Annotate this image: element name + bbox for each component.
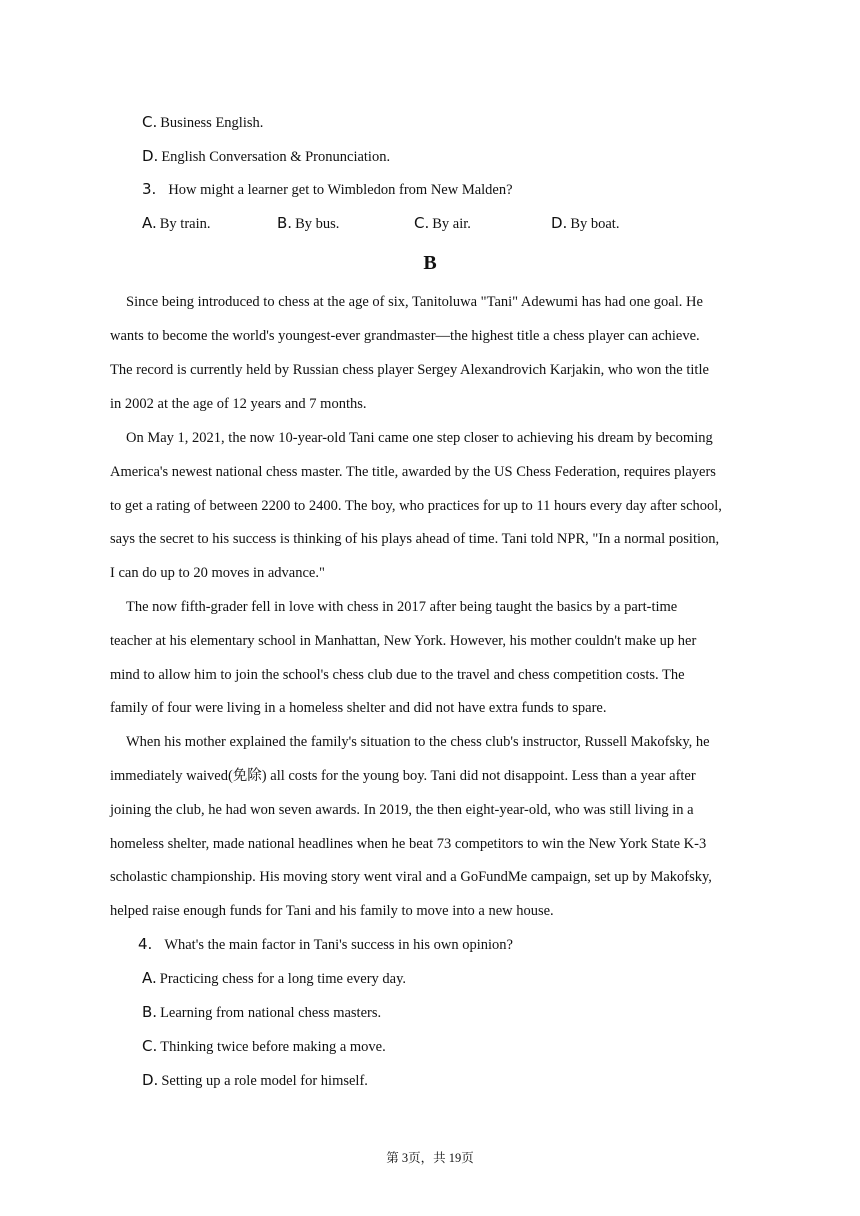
option-d [142,147,390,166]
q4-option-d [142,1071,368,1090]
passage-line: homeless shelter, made national headlines when he beat 73 competitors to win the New York State K-3 [110,836,707,852]
q4-option-c [142,1037,386,1056]
option-text: By bus. [295,216,340,232]
option-letter: D. [142,1071,159,1089]
option-text: Setting up a role model for himself. [161,1073,368,1089]
option-text: By air. [432,216,471,232]
passage-line: in 2002 at the age of 12 years and 7 months. [110,396,367,412]
passage-line: teacher at his elementary school in Manhattan, New York. However, his mother couldn't make up her [110,633,697,649]
section-heading: B [423,252,437,274]
option-letter: B. [277,214,293,232]
q4-option-b [142,1003,381,1022]
passage-line: helped raise enough funds for Tani and his family to move into a new house. [110,903,554,919]
passage-line: wants to become the world's youngest-ever grandmaster—the highest title a chess player can achieve. [110,328,700,344]
question-3 [142,180,513,199]
option-letter: A. [142,969,157,987]
question-text: What's the main factor in Tani's success in his own opinion? [164,937,513,953]
option-text: Practicing chess for a long time every day. [159,971,407,987]
option-text: Learning from national chess masters. [160,1005,382,1021]
q4-option-a [142,969,406,988]
option-text: By train. [159,216,211,232]
option-letter: A. [142,214,157,232]
option-letter: C. [142,1037,158,1055]
option-text: Thinking twice before making a move. [160,1039,386,1055]
question-4 [138,935,513,954]
option-letter: D. [551,214,568,232]
passage-line: says the secret to his success is thinking of his plays ahead of time. Tani told NPR, "In a normal position, [110,531,720,547]
passage-line: On May 1, 2021, the now 10-year-old Tani came one step closer to achieving his dream by becoming [126,430,713,446]
question-number: 3. [142,180,157,198]
option-text: English Conversation & Pronunciation. [161,149,391,165]
passage-line: joining the club, he had won seven awards. In 2019, the then eight-year-old, who was still living in a [110,802,694,818]
question-number: 4. [138,935,153,953]
page-footer: 第 3页，共 19页 [386,1151,474,1165]
passage-line: America's newest national chess master. The title, awarded by the US Chess Federation, requires players [110,464,716,480]
passage-line: immediately waived(免除) all costs for the young boy. Tani did not disappoint. Less than a year after [110,768,696,784]
option-letter: D. [142,147,159,165]
passage-line: family of four were living in a homeless shelter and did not have extra funds to spare. [110,700,607,716]
q3-option-d [551,214,619,233]
question-text: How might a learner get to Wimbledon from New Malden? [168,182,513,198]
passage-line: The record is currently held by Russian chess player Sergey Alexandrovich Karjakin, who won the title [110,362,709,378]
option-letter: C. [142,113,158,131]
q3-option-c [414,214,471,233]
passage-line: mind to allow him to join the school's chess club due to the travel and chess competition costs. The [110,667,685,683]
option-letter: C. [414,214,430,232]
passage-line: scholastic championship. His moving story went viral and a GoFundMe campaign, set up by Makofsky, [110,869,712,885]
passage-line: to get a rating of between 2200 to 2400. The boy, who practices for up to 11 hours every day after school, [110,498,722,514]
option-text: By boat. [570,216,620,232]
q3-option-a [142,214,211,233]
passage-line: Since being introduced to chess at the age of six, Tanitoluwa "Tani" Adewumi has had one goal. He [126,294,703,310]
passage-line: When his mother explained the family's situation to the chess club's instructor, Russell Makofsky, he [126,734,710,750]
option-letter: B. [142,1003,158,1021]
q3-option-b [277,214,339,233]
option-c [142,113,263,132]
option-text: Business English. [160,115,264,131]
passage-line: I can do up to 20 moves in advance." [110,565,325,581]
passage-line: The now fifth-grader fell in love with chess in 2017 after being taught the basics by a part-time [126,599,678,615]
